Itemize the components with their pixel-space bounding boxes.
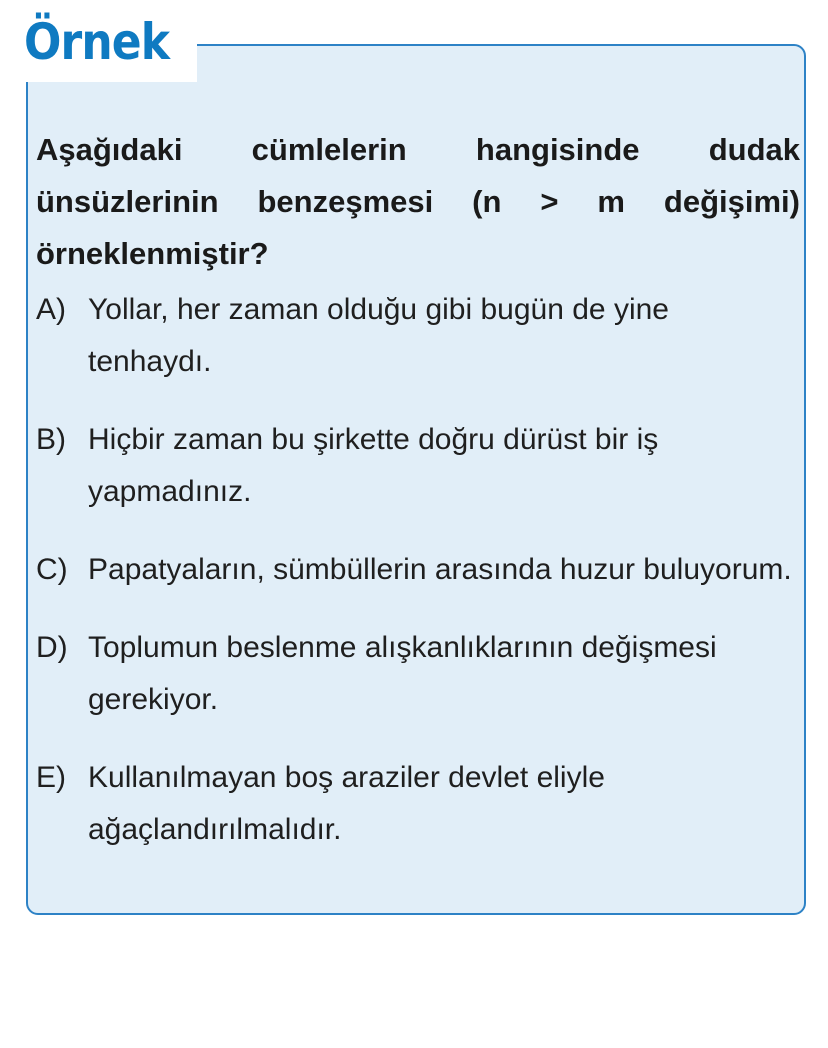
option-letter: A) — [36, 293, 66, 326]
option-c[interactable] — [36, 544, 796, 596]
example-title: Örnek — [24, 13, 170, 71]
option-a[interactable] — [36, 284, 796, 388]
title-wrap — [18, 2, 197, 82]
option-text: Hiçbir zaman bu şirkette doğru dürüst bir iş yapmadınız. — [88, 423, 659, 508]
option-letter: E) — [36, 761, 66, 794]
question-text: Aşağıdaki cümlelerin hangisinde dudak ünsüzlerinin benzeşmesi (n > m değişimi) örneklenmiştir? — [36, 132, 800, 271]
option-b[interactable] — [36, 414, 796, 518]
option-letter: C) — [36, 553, 68, 586]
option-letter: D) — [36, 631, 68, 664]
option-d[interactable] — [36, 622, 796, 726]
option-text: Toplumun beslenme alışkanlıklarının değişmesi gerekiyor. — [88, 631, 717, 716]
answer-options — [36, 284, 796, 882]
option-text: Kullanılmayan boş araziler devlet eliyle ağaçlandırılmalıdır. — [88, 761, 605, 846]
option-text: Papatyaların, sümbüllerin arasında huzur buluyorum. — [88, 553, 792, 586]
option-e[interactable] — [36, 752, 796, 856]
option-letter: B) — [36, 423, 66, 456]
option-text: Yollar, her zaman olduğu gibi bugün de yine tenhaydı. — [88, 293, 669, 378]
